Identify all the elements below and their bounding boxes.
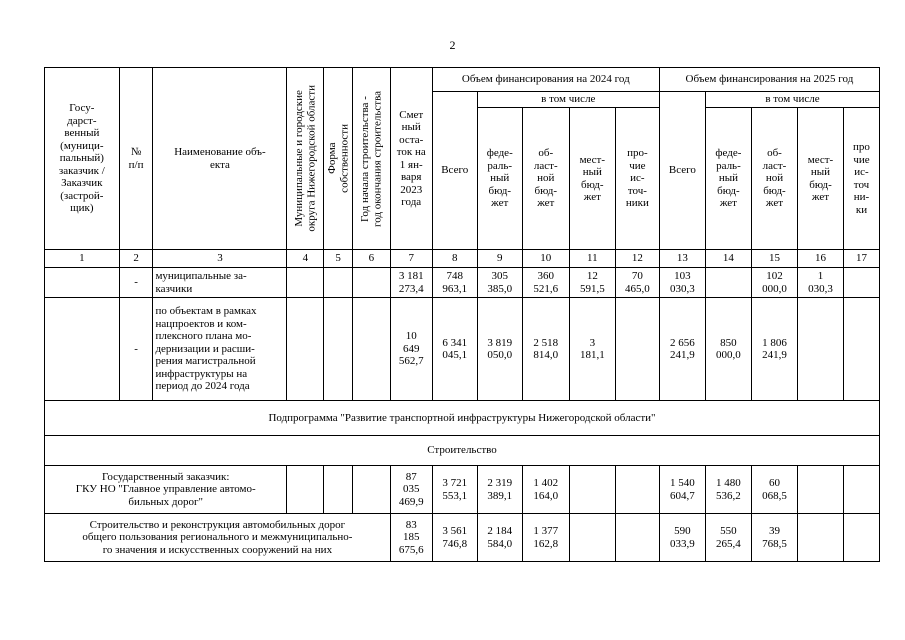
cell-name: по объектам в рамках нацпроектов и ком- плексного плана мо- дернизации и расши- рения магистральной инфраструктуры на период до 2024 года bbox=[153, 298, 287, 401]
cell-local-2025 bbox=[797, 298, 843, 401]
col-number: 7 bbox=[390, 250, 432, 268]
header-local-2024: мест- ный бюд- жет bbox=[569, 108, 615, 250]
col-number: 3 bbox=[153, 250, 287, 268]
col-number: 2 bbox=[119, 250, 153, 268]
cell-name: Государственный заказчик: ГКУ НО "Главное управление автомо- бильных дорог" bbox=[45, 466, 287, 514]
col-number: 16 bbox=[797, 250, 843, 268]
cell-total-2024: 3 721 553,1 bbox=[432, 466, 477, 514]
construction-row bbox=[45, 436, 880, 466]
col-number: 5 bbox=[324, 250, 353, 268]
header-regional-2025: об- ласт- ной бюд- жет bbox=[751, 108, 797, 250]
cell-empty bbox=[287, 298, 324, 401]
col-number: 11 bbox=[569, 250, 615, 268]
header-other-2024: про- чие ис- точ- ники bbox=[615, 108, 659, 250]
cell-num: - bbox=[119, 268, 153, 298]
cell-regional-2024: 1 402 164,0 bbox=[522, 466, 569, 514]
cell-total-2025: 103 030,3 bbox=[659, 268, 705, 298]
col-number: 9 bbox=[477, 250, 522, 268]
cell-local-2024 bbox=[569, 514, 615, 562]
cell-total-2024: 748 963,1 bbox=[432, 268, 477, 298]
cell-empty bbox=[324, 298, 353, 401]
cell-name: Строительство и реконструкция автомобильных дорог общего пользования регионального и межмуниципально- го значения и искусственных сооружений на них bbox=[45, 514, 391, 562]
subprogram-row bbox=[45, 401, 880, 436]
col-number: 12 bbox=[615, 250, 659, 268]
col-number: 13 bbox=[659, 250, 705, 268]
construction-title: Строительство bbox=[45, 436, 880, 466]
col-number: 17 bbox=[844, 250, 880, 268]
column-number-row bbox=[45, 250, 880, 268]
cell-customer bbox=[45, 268, 120, 298]
cell-empty bbox=[287, 466, 324, 514]
cell-federal-2025: 850 000,0 bbox=[705, 298, 751, 401]
cell-total-2025: 590 033,9 bbox=[659, 514, 705, 562]
cell-federal-2024: 3 819 050,0 bbox=[477, 298, 522, 401]
cell-other-2024 bbox=[615, 298, 659, 401]
cell-empty bbox=[352, 298, 390, 401]
cell-num: - bbox=[119, 298, 153, 401]
cell-federal-2025: 1 480 536,2 bbox=[705, 466, 751, 514]
cell-other-2025 bbox=[844, 298, 880, 401]
header-num: № п/п bbox=[119, 68, 153, 250]
cell-estimate: 87 035 469,9 bbox=[390, 466, 432, 514]
header-municipal: Муниципальные и городские округа Нижегородской области bbox=[292, 85, 318, 232]
header-other-2025: про чие ис- точ ни- ки bbox=[844, 108, 880, 250]
header-customer: Госу- дарст- венный (муници- пальный) заказчик / Заказчик (застрой- щик) bbox=[45, 68, 120, 250]
cell-customer bbox=[45, 298, 120, 401]
header-local-2025: мест- ный бюд- жет bbox=[797, 108, 843, 250]
col-number: 6 bbox=[352, 250, 390, 268]
cell-other-2025 bbox=[844, 466, 880, 514]
cell-local-2024: 12 591,5 bbox=[569, 268, 615, 298]
cell-empty bbox=[287, 268, 324, 298]
cell-estimate: 10 649 562,7 bbox=[390, 298, 432, 401]
table-row bbox=[45, 268, 880, 298]
header-ownership-cell bbox=[324, 68, 353, 250]
header-incl-2024: в том числе bbox=[477, 92, 659, 108]
cell-regional-2025: 60 068,5 bbox=[751, 466, 797, 514]
cell-regional-2024: 1 377 162,8 bbox=[522, 514, 569, 562]
cell-total-2024: 3 561 746,8 bbox=[432, 514, 477, 562]
cell-federal-2024: 2 184 584,0 bbox=[477, 514, 522, 562]
cell-regional-2025: 102 000,0 bbox=[751, 268, 797, 298]
col-number: 1 bbox=[45, 250, 120, 268]
col-number: 14 bbox=[705, 250, 751, 268]
table-row bbox=[45, 514, 880, 562]
header-municipal-cell bbox=[287, 68, 324, 250]
page-number: 2 bbox=[449, 38, 456, 52]
col-number: 15 bbox=[751, 250, 797, 268]
cell-estimate: 3 181 273,4 bbox=[390, 268, 432, 298]
cell-federal-2025 bbox=[705, 268, 751, 298]
subprogram-title: Подпрограмма "Развитие транспортной инфраструктуры Нижегородской области" bbox=[45, 401, 880, 436]
cell-regional-2025: 1 806 241,9 bbox=[751, 298, 797, 401]
cell-local-2025 bbox=[797, 514, 843, 562]
col-number: 4 bbox=[287, 250, 324, 268]
header-ownership: Форма собственности bbox=[326, 124, 351, 193]
cell-total-2024: 6 341 045,1 bbox=[432, 298, 477, 401]
cell-federal-2024: 2 319 389,1 bbox=[477, 466, 522, 514]
cell-federal-2025: 550 265,4 bbox=[705, 514, 751, 562]
cell-local-2024 bbox=[569, 466, 615, 514]
header-fin-2024: Объем финансирования на 2024 год bbox=[432, 68, 659, 92]
header-object-name: Наименование объ- екта bbox=[153, 68, 287, 250]
cell-other-2024 bbox=[615, 466, 659, 514]
header-federal-2024: феде- раль- ный бюд- жет bbox=[477, 108, 522, 250]
cell-local-2024: 3 181,1 bbox=[569, 298, 615, 401]
cell-total-2025: 1 540 604,7 bbox=[659, 466, 705, 514]
header-years-cell bbox=[352, 68, 390, 250]
header-incl-2025: в том числе bbox=[705, 92, 879, 108]
table-row bbox=[45, 298, 880, 401]
financing-table bbox=[44, 67, 880, 562]
cell-other-2024 bbox=[615, 514, 659, 562]
header-total-2024: Всего bbox=[432, 92, 477, 250]
header-estimate: Смет ный оста- ток на 1 ян- варя 2023 года bbox=[390, 68, 432, 250]
cell-regional-2024: 360 521,6 bbox=[522, 268, 569, 298]
cell-federal-2024: 305 385,0 bbox=[477, 268, 522, 298]
header-regional-2024: об- ласт- ной бюд- жет bbox=[522, 108, 569, 250]
table-row bbox=[45, 466, 880, 514]
header-years: Год начала строительства - год окончания строительства bbox=[358, 90, 384, 227]
cell-regional-2025: 39 768,5 bbox=[751, 514, 797, 562]
header-total-2025: Всего bbox=[659, 92, 705, 250]
col-number: 8 bbox=[432, 250, 477, 268]
cell-empty bbox=[324, 466, 353, 514]
cell-other-2025 bbox=[844, 514, 880, 562]
header-federal-2025: феде- раль- ный бюд- жет bbox=[705, 108, 751, 250]
cell-total-2025: 2 656 241,9 bbox=[659, 298, 705, 401]
cell-regional-2024: 2 518 814,0 bbox=[522, 298, 569, 401]
cell-estimate: 83 185 675,6 bbox=[390, 514, 432, 562]
cell-empty bbox=[324, 268, 353, 298]
cell-other-2025 bbox=[844, 268, 880, 298]
cell-other-2024: 70 465,0 bbox=[615, 268, 659, 298]
col-number: 10 bbox=[522, 250, 569, 268]
cell-name: муниципальные за- казчики bbox=[153, 268, 287, 298]
cell-empty bbox=[352, 466, 390, 514]
header-fin-2025: Объем финансирования на 2025 год bbox=[659, 68, 879, 92]
cell-local-2025: 1 030,3 bbox=[797, 268, 843, 298]
cell-empty bbox=[352, 268, 390, 298]
cell-local-2025 bbox=[797, 466, 843, 514]
